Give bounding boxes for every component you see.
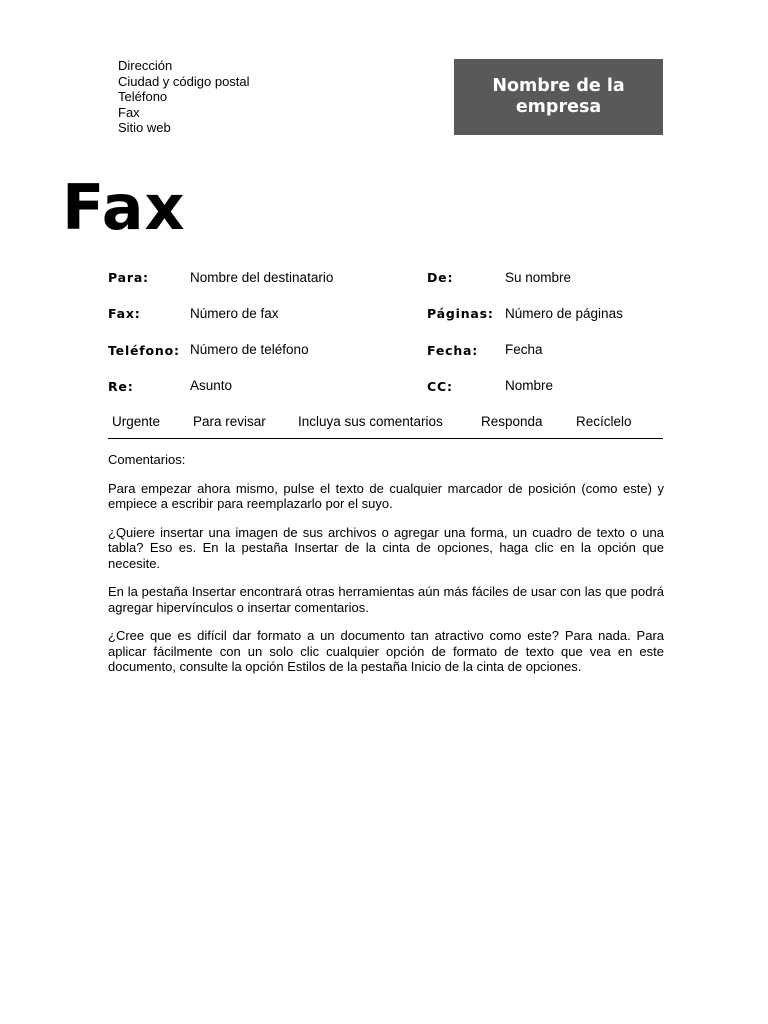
sender-address-block	[118, 58, 250, 136]
comment-paragraph: ¿Quiere insertar una imagen de sus archivos o agregar una forma, un cuadro de texto o una tabla? Eso es. En la pestaña Insertar de la cinta de opciones, haga clic en la opción que necesite.	[108, 524, 664, 571]
re-label: Re:	[108, 379, 134, 394]
date-value: Fecha	[505, 342, 543, 357]
to-value: Nombre del destinatario	[190, 270, 334, 285]
option-review[interactable]: Para revisar	[193, 414, 266, 429]
date-label: Fecha:	[427, 343, 479, 358]
fax-value: Número de fax	[190, 306, 279, 321]
fax-label: Fax:	[108, 306, 141, 321]
company-name: Nombre de la empresa	[492, 76, 625, 117]
options-row	[108, 413, 663, 439]
re-value: Asunto	[190, 378, 233, 393]
website-line: Sitio web	[118, 120, 171, 135]
city-postal-line: Ciudad y código postal	[118, 73, 250, 89]
option-urgent[interactable]: Urgente	[112, 414, 161, 429]
from-value: Su nombre	[505, 270, 572, 285]
from-label: De:	[427, 270, 454, 285]
cc-value: Nombre	[505, 378, 554, 393]
fax-line: Fax	[118, 104, 140, 120]
pages-value: Número de páginas	[505, 306, 623, 321]
option-reply[interactable]: Responda	[481, 414, 543, 429]
option-recycle[interactable]: Recíclelo	[576, 414, 632, 429]
to-label: Para:	[108, 270, 149, 285]
comment-paragraph: En la pestaña Insertar encontrará otras herramientas aún más fáciles de usar con las que podrá agregar hipervínculos o insertar comentarios.	[108, 584, 664, 615]
address-line: Dirección	[118, 58, 173, 73]
comment-paragraph: Para empezar ahora mismo, pulse el texto de cualquier marcador de posición (como este) y empiece a escribir para reemplazarlo por el suyo.	[108, 480, 664, 511]
page-title: Fax	[62, 171, 186, 244]
option-comment[interactable]: Incluya sus comentarios	[298, 414, 443, 429]
company-name-box	[454, 59, 663, 135]
comment-paragraph: ¿Cree que es difícil dar formato a un documento tan atractivo como este? Para nada. Para aplicar fácilmente con un solo clic cualquier opción de formato de texto que vea en este documento, consulte la opción Estilos de la pestaña Inicio de la cinta de opciones.	[108, 628, 664, 674]
phone-label: Teléfono:	[108, 343, 180, 358]
comments-section	[108, 452, 664, 688]
comments-label: Comentarios:	[108, 452, 186, 467]
cc-label: CC:	[427, 379, 453, 394]
pages-label: Páginas:	[427, 306, 494, 321]
phone-line: Teléfono	[118, 89, 168, 104]
phone-value: Número de teléfono	[190, 342, 309, 357]
